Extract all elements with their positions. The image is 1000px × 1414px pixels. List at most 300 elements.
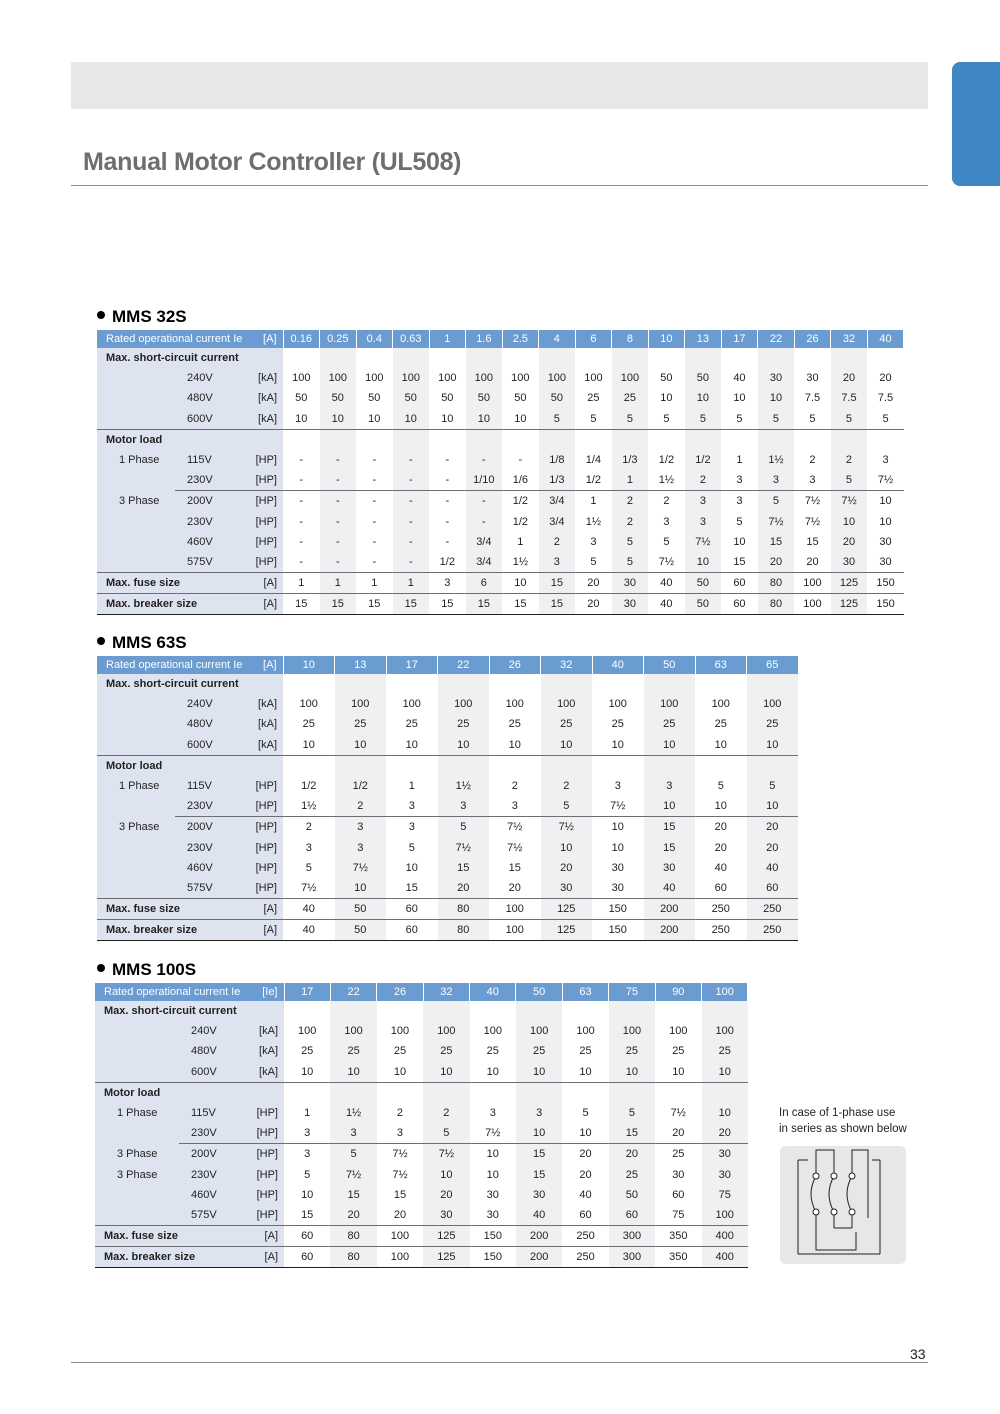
table-cell (320, 348, 357, 368)
table-cell: - (299, 474, 304, 487)
table-cell: 3/4 (539, 512, 576, 532)
table-cell: 5 (609, 1103, 655, 1123)
table-cell: 15 (429, 594, 466, 615)
table-cell (489, 674, 541, 694)
table-cell: 7½ (670, 1107, 686, 1120)
phase-label: 3 Phase (95, 1144, 179, 1165)
table-cell: 100 (539, 368, 576, 388)
table-cell: - (283, 552, 320, 573)
table-cell: 20 (423, 1185, 469, 1205)
table-cell: 250 (695, 899, 747, 920)
table-cell: 3/4 (466, 532, 503, 552)
table-cell: 10 (831, 512, 868, 532)
table-cell (97, 532, 175, 552)
unit-label: [A] (244, 1226, 284, 1247)
table-cell: 10 (470, 1062, 516, 1083)
table-cell: 3 (511, 800, 518, 813)
table-cell: 2 (283, 817, 335, 838)
table-cell: 2 (423, 1103, 469, 1123)
table-cell: 10 (377, 1062, 423, 1083)
phase-label: 3 Phase (97, 491, 175, 512)
table-cell: 100 (609, 1021, 655, 1041)
table-cell: 7½ (283, 878, 335, 899)
table-cell (685, 348, 722, 368)
table-cell: 1/2 (658, 454, 675, 467)
table-cell: 7½ (377, 1144, 423, 1165)
table-cell: 3 (644, 776, 696, 796)
group-row (97, 348, 904, 368)
table-cell: 10 (486, 1168, 499, 1181)
table-cell: 10 (429, 409, 466, 430)
table-cell (466, 348, 503, 368)
table-cell (562, 1001, 608, 1021)
table-cell: 7.5 (831, 388, 868, 408)
voltage-label: 230V (175, 838, 240, 858)
table-row (95, 1226, 748, 1247)
table-cell: 100 (505, 698, 524, 711)
table-cell: 7½ (685, 532, 722, 552)
table-cell: 15 (386, 878, 438, 899)
table-cell: 30 (423, 1205, 469, 1226)
rated-current-value: 0.16 (283, 330, 320, 348)
table-row (95, 1062, 748, 1083)
table-cell: - (393, 470, 430, 491)
unit-label: [HP] (240, 878, 283, 899)
table-cell (335, 755, 387, 776)
table-cell: 30 (516, 1185, 562, 1205)
table-cell: 1 (408, 780, 415, 793)
table-cell: - (445, 515, 450, 528)
table-cell: 1/8 (539, 450, 576, 470)
table-cell: 20 (831, 532, 868, 552)
table-cell: 5 (330, 1144, 376, 1165)
table-cell: 5 (575, 552, 612, 573)
table-cell: 3 (396, 1127, 404, 1140)
rated-current-value: 22 (330, 983, 376, 1001)
table-cell: 30 (611, 861, 624, 874)
table-cell: 15 (466, 594, 503, 615)
table-cell: 10 (356, 409, 393, 430)
table-cell: 100 (298, 1025, 317, 1038)
table-cell: 2 (612, 512, 649, 532)
table-cell: 2 (539, 532, 576, 552)
table-cell: 20 (695, 817, 747, 838)
voltage-label: 460V (175, 532, 240, 552)
table-cell: 10 (747, 735, 799, 756)
table-cell: 2 (335, 796, 387, 817)
unit-label: [kA] (240, 409, 283, 430)
table-cell: - (320, 512, 357, 532)
table-row (97, 450, 904, 470)
bullet-icon (97, 637, 105, 645)
table-cell (644, 755, 696, 776)
table-cell (97, 858, 175, 878)
table-cell: 1 (320, 573, 357, 594)
table-cell: 2 (612, 491, 649, 512)
table-cell: 15 (283, 594, 320, 615)
table-cell: 250 (747, 920, 799, 941)
unit-label: [HP] (240, 796, 283, 817)
table-cell: 125 (541, 920, 593, 941)
table-cell: - (372, 474, 377, 487)
rated-current-value: 0.63 (393, 330, 430, 348)
table-cell: 100 (612, 368, 649, 388)
table-cell: 15 (320, 594, 357, 615)
table-cell (97, 388, 175, 408)
table-row (95, 1021, 748, 1041)
table-cell: 60 (284, 1226, 330, 1247)
table-cell: 10 (502, 409, 539, 430)
table-cell: 10 (644, 796, 696, 817)
unit-label: [kA] (240, 388, 283, 408)
table-cell: 100 (438, 372, 457, 385)
table-cell: 5 (438, 817, 490, 838)
table-cell (470, 1082, 516, 1103)
rated-current-value: 32 (541, 656, 593, 674)
table-cell: 200 (644, 899, 696, 920)
group-row (95, 1082, 748, 1103)
table-cell: 125 (541, 899, 593, 920)
unit-label: [HP] (240, 858, 283, 878)
table-cell: 2 (685, 470, 722, 491)
rated-current-label: Rated operational current Ie (95, 983, 244, 1001)
unit-label: [kA] (244, 1062, 284, 1083)
table-cell: 100 (489, 899, 541, 920)
table-cell: 20 (541, 858, 593, 878)
table-cell: 100 (330, 1021, 376, 1041)
table-row (97, 838, 798, 858)
table-cell (97, 714, 175, 734)
unit-label: [A] (240, 594, 283, 615)
table-cell (648, 429, 685, 450)
table-cell: 30 (672, 1168, 685, 1181)
table-cell: 3 (685, 491, 722, 512)
table-cell (283, 348, 320, 368)
table-cell: 400 (702, 1247, 748, 1268)
table-cell: - (466, 491, 503, 512)
table-cell: 7½ (877, 474, 894, 487)
table-cell (758, 348, 795, 368)
table-cell: 10 (702, 1062, 748, 1083)
table-row (95, 1185, 748, 1205)
table-cell: 30 (758, 368, 795, 388)
unit-label: [kA] (240, 714, 283, 734)
table-cell: 3 (386, 817, 438, 838)
table-cell: 40 (714, 861, 727, 874)
unit-label: [HP] (240, 491, 283, 512)
table-cell: 10 (747, 796, 799, 817)
bullet-icon (97, 964, 105, 972)
rated-current-value: 32 (831, 330, 868, 348)
table-cell: 1½ (502, 552, 539, 573)
table-row (97, 409, 904, 430)
table-cell: 20 (747, 817, 799, 838)
table-cell (423, 1082, 469, 1103)
table-cell (794, 348, 831, 368)
table-cell (97, 878, 175, 899)
table-cell: 25 (301, 1045, 314, 1058)
table-cell: 150 (592, 920, 644, 941)
unit-label: [HP] (240, 532, 283, 552)
table-cell: 7½ (758, 512, 795, 532)
table-cell: 15 (508, 861, 521, 874)
table-row (97, 470, 904, 491)
unit-label: [Ie] (244, 983, 284, 1001)
voltage-label: 115V (179, 1103, 244, 1123)
phase-label: 3 Phase (95, 1165, 179, 1185)
table-cell (330, 1082, 376, 1103)
table-cell (356, 348, 393, 368)
phase-label: 1 Phase (97, 776, 175, 796)
table-cell (644, 674, 696, 694)
table-cell: 60 (562, 1205, 608, 1226)
table-cell: 50 (295, 392, 308, 405)
group-row (97, 674, 798, 694)
table-cell: - (445, 474, 450, 487)
table-cell (575, 429, 612, 450)
table-cell (867, 429, 904, 450)
table-cell: - (320, 552, 357, 573)
unit-label: [A] (240, 920, 283, 941)
table-cell (794, 429, 831, 450)
rated-current-value: 4 (539, 330, 576, 348)
short-circuit-label: Max. short-circuit current (97, 348, 283, 368)
table-cell: 100 (541, 694, 593, 714)
table-cell: 100 (702, 1021, 748, 1041)
table-cell: 150 (867, 594, 904, 615)
table-cell: 10 (438, 735, 490, 756)
table-cell: 1 (736, 454, 743, 467)
voltage-label: 115V (175, 450, 240, 470)
table-cell: 1 (283, 573, 320, 594)
table-cell: 15 (393, 594, 430, 615)
table-cell: 7½ (648, 552, 685, 573)
table-cell: 5 (685, 409, 722, 430)
table-cell: 80 (438, 920, 490, 941)
table-cell: - (299, 454, 304, 467)
table-cell: 15 (502, 594, 539, 615)
table-cell: 15 (806, 535, 819, 548)
table-cell: 7½ (831, 491, 868, 512)
table-cell: 50 (368, 392, 381, 405)
table-cell: 10 (386, 735, 438, 756)
table-cell: 100 (438, 694, 490, 714)
table-cell: 50 (514, 392, 527, 405)
phase-label: 1 Phase (95, 1103, 179, 1123)
table-cell: 50 (539, 388, 576, 408)
table-cell: - (393, 491, 430, 512)
voltage-label: 230V (175, 796, 240, 817)
table-cell: 10 (685, 552, 722, 573)
rated-current-value: 40 (867, 330, 904, 348)
table-cell: 10 (655, 1062, 701, 1083)
table-cell: 40 (516, 1205, 562, 1226)
rated-current-value: 50 (516, 983, 562, 1001)
table-cell: 1 (517, 535, 524, 548)
table-cell: 1½ (658, 474, 675, 487)
table-cell: 5 (612, 532, 649, 552)
table-cell: - (466, 450, 503, 470)
table-cell: 40 (644, 878, 696, 899)
table-cell: 250 (747, 899, 799, 920)
table-cell: 20 (879, 372, 892, 385)
table-cell (356, 429, 393, 450)
unit-label: [kA] (244, 1041, 284, 1061)
motor-load-label: Motor load (95, 1082, 284, 1103)
table-cell: 50 (685, 573, 722, 594)
table-cell: 5 (794, 409, 831, 430)
table-cell: 10 (335, 878, 387, 899)
table-cell: 10 (470, 1144, 516, 1165)
table-cell: 10 (405, 861, 418, 874)
table-cell: 30 (541, 878, 593, 899)
table-cell: 7½ (610, 800, 626, 813)
table-cell: 10 (758, 388, 795, 408)
voltage-label: 200V (175, 817, 240, 838)
table-cell: 15 (516, 1144, 562, 1165)
table-cell (393, 429, 430, 450)
table-cell: 5 (541, 796, 593, 817)
table-cell: 50 (685, 594, 722, 615)
unit-label: [A] (240, 573, 283, 594)
table-cell: 1 (356, 573, 393, 594)
table-row (95, 1247, 748, 1268)
table-cell (655, 1001, 701, 1021)
header-row (95, 983, 748, 1001)
table-cell: 100 (483, 1025, 502, 1038)
table-cell (284, 1001, 330, 1021)
table-cell: 100 (711, 698, 730, 711)
table-cell: 100 (299, 698, 318, 711)
table-cell: 150 (470, 1247, 516, 1268)
table-cell: 10 (489, 735, 541, 756)
table-cell (466, 429, 503, 450)
table-cell: - (429, 491, 466, 512)
table-cell: 20 (330, 1205, 376, 1226)
table-cell: 100 (584, 372, 603, 385)
table-cell: 5 (758, 409, 795, 430)
voltage-label: 460V (179, 1185, 244, 1205)
table-cell: 5 (539, 409, 576, 430)
voltage-label: 575V (175, 552, 240, 573)
table-cell: 3 (590, 535, 597, 548)
table-cell: 15 (539, 594, 576, 615)
table-cell (831, 429, 868, 450)
table-cell: 100 (466, 368, 503, 388)
rated-current-value: 26 (377, 983, 423, 1001)
table-cell: 10 (541, 838, 593, 858)
table-cell: 2 (541, 776, 593, 796)
voltage-label: 230V (175, 470, 240, 491)
table-cell: 40 (648, 573, 685, 594)
table-cell: 20 (579, 1168, 592, 1181)
table-cell: 7½ (392, 1168, 408, 1181)
table-cell: 5 (612, 409, 649, 430)
table-cell: 10 (695, 735, 747, 756)
unit-label: [HP] (240, 776, 283, 796)
max-breaker-label: Max. breaker size (95, 1247, 244, 1268)
voltage-label: 240V (179, 1021, 244, 1041)
table-cell: 80 (758, 594, 795, 615)
unit-label: [A] (240, 330, 283, 348)
table-cell: 100 (576, 1025, 595, 1038)
rated-current-value: 10 (283, 656, 335, 674)
max-fuse-label: Max. fuse size (95, 1226, 244, 1247)
table-cell (377, 1001, 423, 1021)
mms100s-spec-table (95, 983, 748, 1268)
table-row (97, 714, 798, 734)
table-cell: 100 (702, 1205, 748, 1226)
rated-current-value: 63 (562, 983, 608, 1001)
table-cell: 2 (511, 780, 518, 793)
unit-label: [HP] (244, 1144, 284, 1165)
table-cell: 60 (747, 878, 799, 899)
rated-current-value: 1 (429, 330, 466, 348)
table-cell: 100 (511, 372, 530, 385)
table-cell: - (372, 535, 377, 548)
table-cell: 60 (672, 1188, 685, 1201)
table-cell: 25 (405, 718, 418, 731)
table-cell: 1½ (301, 800, 317, 813)
table-cell: 20 (672, 1127, 685, 1140)
table-cell: 5 (721, 409, 758, 430)
table-cell (702, 1082, 748, 1103)
header-band (71, 62, 928, 109)
table-cell: 3 (663, 515, 670, 528)
table-cell: - (320, 450, 357, 470)
table-cell: 10 (423, 1062, 469, 1083)
table-cell (758, 429, 795, 450)
voltage-label: 600V (179, 1062, 244, 1083)
max-fuse-label: Max. fuse size (97, 899, 240, 920)
table-cell: 10 (685, 388, 722, 408)
table-cell (97, 838, 175, 858)
table-cell: 30 (879, 535, 892, 548)
rated-current-value: 90 (655, 983, 701, 1001)
rated-current-value: 0.4 (356, 330, 393, 348)
table-cell: 15 (330, 1185, 376, 1205)
table-cell: 10 (867, 491, 904, 512)
rated-current-value: 32 (423, 983, 469, 1001)
table-cell: 3 (429, 573, 466, 594)
table-cell (438, 674, 490, 694)
table-cell: 7½ (438, 838, 490, 858)
table-cell: 125 (423, 1247, 469, 1268)
table-cell: 100 (669, 1025, 688, 1038)
table-cell: 3 (438, 796, 490, 817)
table-row (97, 512, 904, 532)
table-cell (575, 348, 612, 368)
table-cell: 7½ (804, 515, 821, 528)
group-row (95, 1001, 748, 1021)
table-row (97, 491, 904, 512)
table-cell: 15 (758, 532, 795, 552)
table-cell: 60 (284, 1247, 330, 1268)
voltage-label: 200V (175, 491, 240, 512)
unit-label: [kA] (240, 735, 283, 756)
rated-current-value: 10 (648, 330, 685, 348)
max-breaker-label: Max. breaker size (97, 920, 240, 941)
table-row (95, 1103, 748, 1123)
rated-current-value: 17 (386, 656, 438, 674)
table-cell: 1/2 (685, 450, 722, 470)
table-cell: 25 (672, 1045, 685, 1058)
table-cell: 10 (733, 535, 746, 548)
table-cell: 40 (747, 858, 799, 878)
voltage-label: 480V (175, 714, 240, 734)
table-cell (609, 1082, 655, 1103)
table-cell: 350 (655, 1226, 701, 1247)
